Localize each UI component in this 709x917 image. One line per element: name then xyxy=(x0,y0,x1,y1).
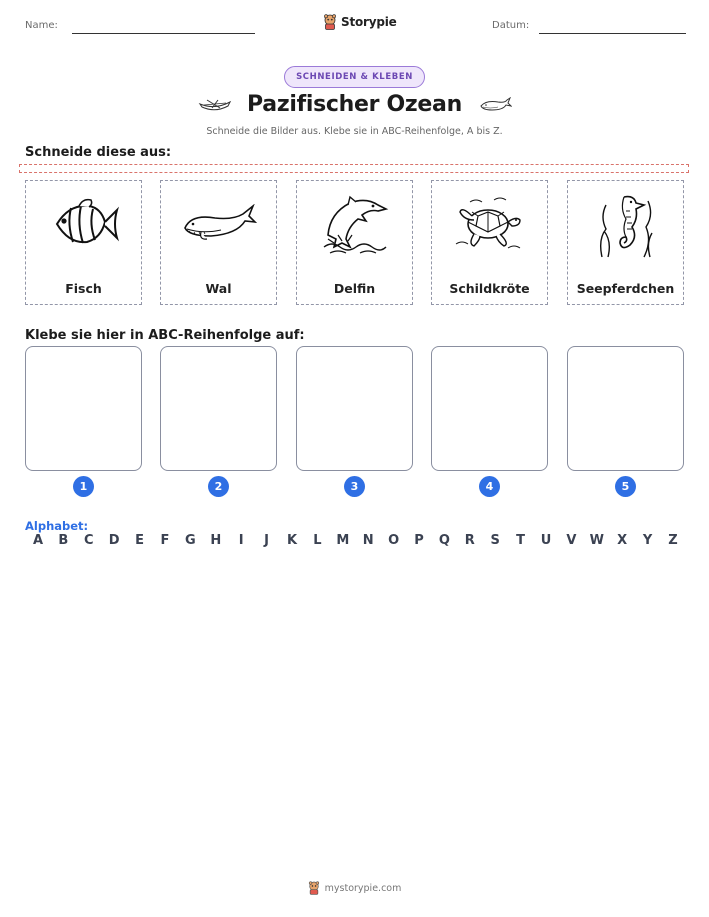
instructions: Schneide die Bilder aus. Klebe sie in ABC-Reihenfolge, A bis Z. xyxy=(206,126,503,137)
alphabet-letter: K xyxy=(286,533,298,548)
number-badge-2: 2 xyxy=(208,476,229,497)
paste-box-5[interactable] xyxy=(567,346,684,471)
card-label: Schildkröte xyxy=(449,281,530,296)
alphabet-letter: H xyxy=(210,533,222,548)
paste-heading: Klebe sie hier in ABC-Reihenfolge auf: xyxy=(25,328,305,343)
whale-icon xyxy=(181,204,257,244)
alphabet-letter: B xyxy=(58,533,69,548)
cut-line xyxy=(19,164,689,173)
alphabet-letter: L xyxy=(313,533,322,548)
cut-heading: Schneide diese aus: xyxy=(25,145,172,160)
cut-card-fisch[interactable] xyxy=(25,180,142,305)
activity-badge: SCHNEIDEN & KLEBEN xyxy=(284,66,425,88)
brand-logo xyxy=(323,12,397,32)
alphabet-letter: N xyxy=(362,533,374,548)
cut-card-schildkroete[interactable] xyxy=(431,180,548,305)
alphabet-letter: G xyxy=(185,533,196,548)
storypie-footer-icon xyxy=(308,881,320,895)
cut-card-wal[interactable] xyxy=(160,180,277,305)
alphabet-letter: A xyxy=(32,533,44,548)
number-badge-3: 3 xyxy=(344,476,365,497)
alphabet-letter: U xyxy=(540,533,552,548)
alphabet-letter: P xyxy=(414,533,424,548)
alphabet-letter: S xyxy=(490,533,500,548)
brand-name: Storypie xyxy=(341,15,397,29)
alphabet-letter: W xyxy=(589,533,604,548)
cut-card-seepferdchen[interactable] xyxy=(567,180,684,305)
paste-box-4[interactable] xyxy=(431,346,548,471)
name-label: Name: xyxy=(25,20,58,31)
alphabet-letter: F xyxy=(160,533,170,548)
dolphin-icon xyxy=(320,191,390,257)
turtle-icon xyxy=(454,194,526,254)
alphabet-letter: Z xyxy=(668,533,678,548)
paste-box-1[interactable] xyxy=(25,346,142,471)
name-line xyxy=(72,33,255,34)
alphabet-letter: T xyxy=(516,533,526,548)
footer-url: mystorypie.com xyxy=(324,882,402,894)
cut-card-delfin[interactable] xyxy=(296,180,413,305)
number-badge-4: 4 xyxy=(479,476,500,497)
number-badge-1: 1 xyxy=(73,476,94,497)
alphabet-letter: E xyxy=(135,533,145,548)
paste-box-3[interactable] xyxy=(296,346,413,471)
date-label: Datum: xyxy=(492,20,530,31)
alphabet-letter: M xyxy=(336,533,350,548)
paste-box-2[interactable] xyxy=(160,346,277,471)
alphabet-letter: X xyxy=(617,533,628,548)
alphabet-letter: J xyxy=(264,533,270,548)
alphabet-letter: I xyxy=(238,533,244,548)
alphabet-letter: Y xyxy=(642,533,653,548)
footer xyxy=(0,881,709,895)
page-title: Pazifischer Ozean xyxy=(247,92,462,117)
card-label: Seepferdchen xyxy=(576,281,675,296)
card-label: Wal xyxy=(205,281,232,296)
card-label: Delfin xyxy=(333,281,376,296)
alphabet-letter: C xyxy=(84,533,94,548)
card-label: Fisch xyxy=(65,281,102,296)
whale-title-icon xyxy=(478,97,512,113)
alphabet-letter: R xyxy=(464,533,475,548)
seahorse-icon xyxy=(594,189,658,259)
storypie-logo-icon xyxy=(323,14,337,30)
alphabet-letter: V xyxy=(566,533,577,548)
number-badge-5: 5 xyxy=(615,476,636,497)
alphabet-row xyxy=(25,533,685,551)
alphabet-label: Alphabet: xyxy=(25,519,89,533)
alphabet-letter: O xyxy=(388,533,400,548)
date-line xyxy=(539,33,686,34)
alphabet-letter: Q xyxy=(438,533,450,548)
fish-icon xyxy=(49,194,119,254)
alphabet-letter: D xyxy=(108,533,120,548)
